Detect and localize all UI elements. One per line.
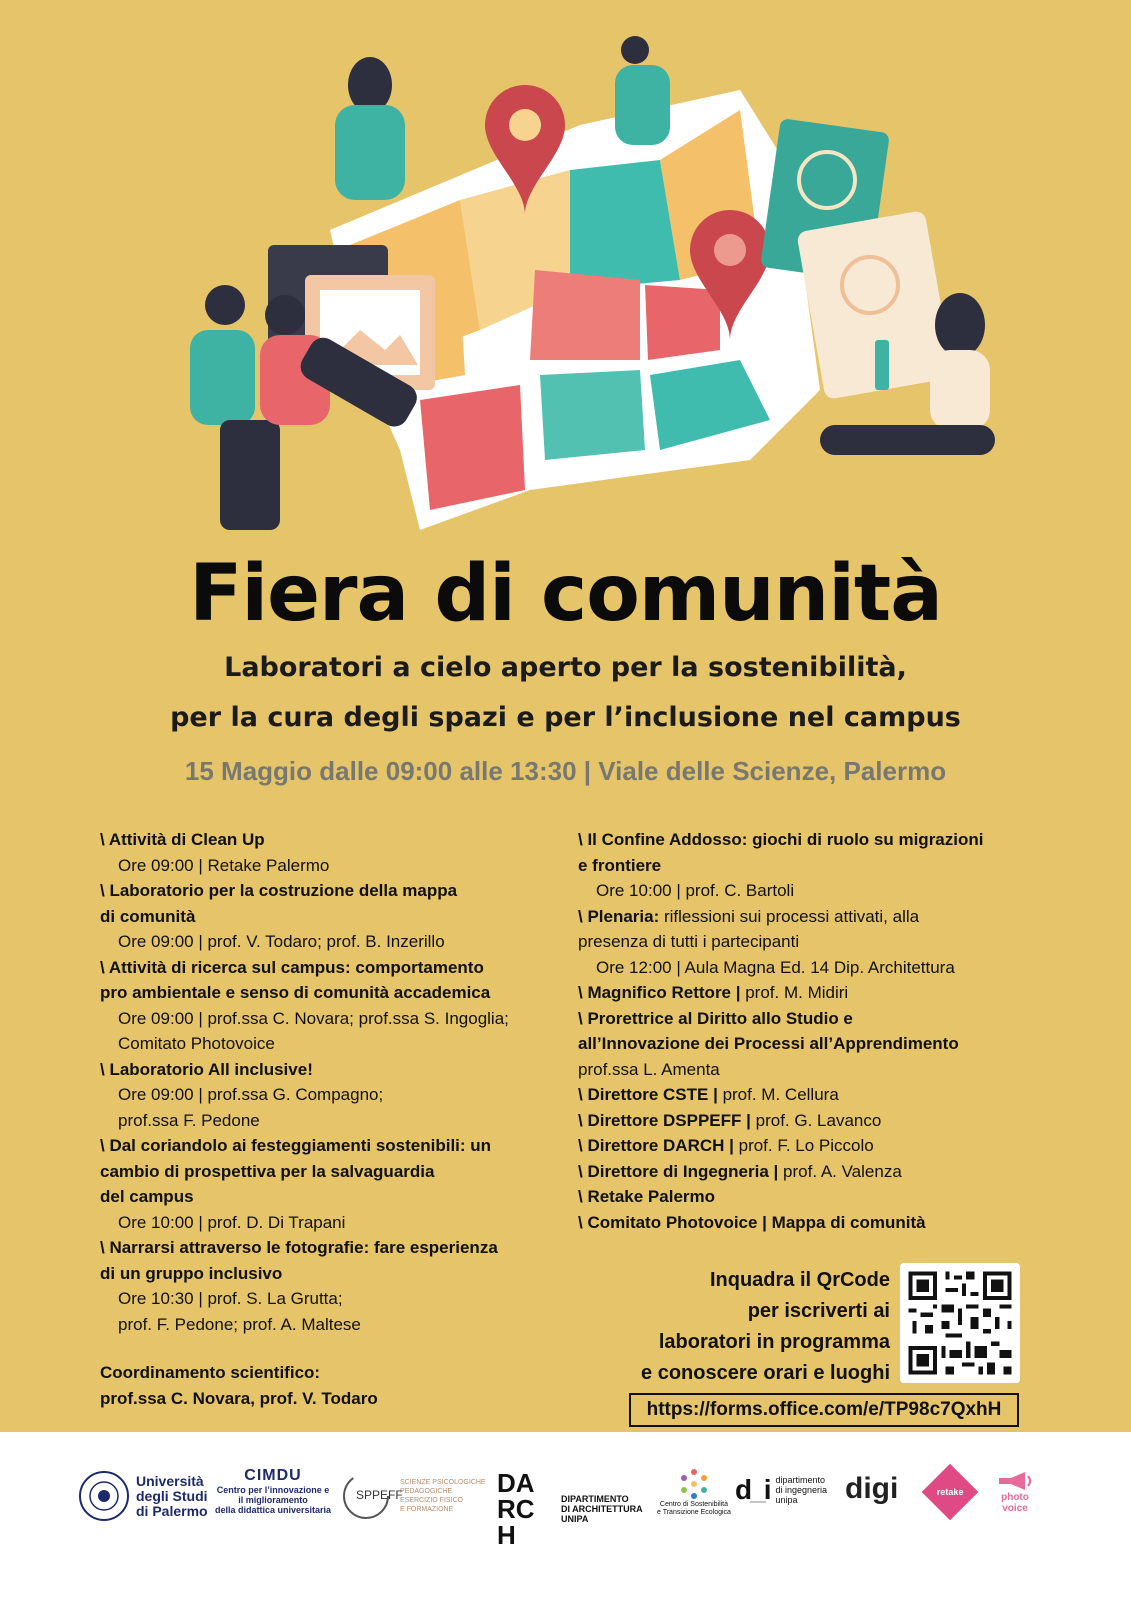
program-right-column [578, 827, 1028, 1235]
unipa-seal-icon [78, 1470, 130, 1522]
darch-text: UNIPA [561, 1514, 589, 1524]
cimdu-mark: CIMDU [244, 1467, 302, 1484]
program-item [100, 955, 550, 1057]
item-title: \ Direttore DSPPEFF | [578, 1110, 751, 1130]
item-title: di comunità [100, 906, 196, 926]
item-title: \ Plenaria: [578, 906, 660, 926]
item-detail: prof. G. Lavanco [750, 1110, 882, 1130]
item-title: \ Direttore CSTE | [578, 1085, 718, 1104]
item-title: all’Innovazione dei Processi all’Apprendimento [578, 1034, 959, 1053]
item-title: cambio di prospettiva per la salvaguardia [100, 1161, 435, 1181]
megaphone-icon [995, 1470, 1035, 1492]
item-title: \ Prorettrice al Diritto allo Studio e [578, 1008, 853, 1028]
plenaria-line [578, 904, 1028, 930]
person-top-center [615, 36, 670, 145]
qr-line: Inquadra il QrCode [709, 1269, 890, 1291]
item-detail: Ore 09:00 | prof.ssa C. Novara; prof.ssa S. Ingoglia; [118, 1008, 509, 1028]
item-detail: prof. A. Valenza [778, 1161, 902, 1181]
subtitle-line-2: per la cura degli spazi e per l’inclusione nel campus [170, 702, 961, 733]
photovoice-text: photo [1001, 1492, 1029, 1503]
cste-logo [657, 1467, 731, 1517]
item-detail: Ore 10:30 | prof. S. La Grutta; [118, 1289, 343, 1308]
ing-text: di ingegneria [775, 1485, 828, 1495]
retake-mark: retake [936, 1487, 964, 1497]
cimdu-logo [215, 1467, 331, 1515]
item-detail: Ore 10:00 | prof. C. Bartoli [596, 881, 795, 900]
darch-logo [497, 1470, 643, 1548]
qr-line: laboratori in programma [658, 1331, 890, 1353]
sppeff-logo [340, 1470, 486, 1522]
subtitle-line-1: Laboratori a cielo aperto per la sostenibilità, [224, 652, 907, 683]
digi-mark: digi [845, 1472, 899, 1505]
poster-title: Fiera di comunità [189, 549, 942, 639]
program-item [100, 1133, 550, 1235]
sppeff-mark: SPPEFF [356, 1488, 403, 1502]
item-title: \ Laboratorio per la costruzione della mappa [100, 881, 458, 900]
item-title: e frontiere [578, 855, 662, 875]
unipa-name: di Palermo [136, 1502, 208, 1519]
item-title: \ Direttore di Ingegneria | [578, 1161, 779, 1181]
unipa-name: degli Studi [136, 1487, 208, 1504]
qr-code[interactable] [900, 1263, 1020, 1383]
item-detail: prof.ssa L. Amenta [578, 1059, 720, 1079]
photovoice-logo [995, 1470, 1035, 1514]
cste-text: Centro di Sostenibilità [659, 1501, 729, 1508]
item-title: \ Retake Palermo [578, 1187, 716, 1206]
program-item [100, 1235, 550, 1337]
item-title: del campus [100, 1187, 194, 1206]
ing-text: unipa [775, 1495, 798, 1505]
guest-line [578, 980, 1028, 1006]
person-top-left [335, 57, 405, 200]
item-title: \ Magnifico Rettore | [578, 983, 741, 1002]
ingegneria-logo [735, 1474, 827, 1506]
retake-logo [930, 1472, 970, 1512]
ing-text: dipartimento [775, 1475, 825, 1485]
guest-line [578, 1108, 1028, 1134]
item-detail: Ore 09:00 | prof. V. Todaro; prof. B. Inzerillo [118, 932, 445, 951]
guest-line [578, 1159, 1028, 1185]
darch-mark: DARCH [497, 1468, 535, 1550]
scientific-coordination [100, 1360, 378, 1412]
item-detail: Comitato Photovoice [118, 1034, 275, 1053]
ingegneria-mark-icon: d_i [735, 1474, 770, 1505]
digi-logo [845, 1472, 898, 1506]
item-title: \ Attività di Clean Up [100, 830, 265, 849]
photovoice-text: voice [1002, 1503, 1028, 1514]
sppeff-text: SCIENZE PSICOLOGICHE [400, 1479, 486, 1486]
sppeff-text: PEDAGOGICHE [400, 1488, 453, 1495]
item-detail: riflessioni sui processi attivati, alla [659, 906, 920, 926]
coord-label: Coordinamento scientifico: [100, 1363, 321, 1382]
program-left-column [100, 827, 550, 1337]
guest-line [578, 1082, 1028, 1108]
item-title: \ Dal coriandolo ai festeggiamenti sostenibili: un [100, 1136, 492, 1155]
item-title: \ Il Confine Addosso: giochi di ruolo su migrazioni [578, 830, 984, 849]
item-title: \ Laboratorio All inclusive! [100, 1059, 313, 1079]
sppeff-text: E FORMAZIONE [400, 1506, 454, 1513]
program-item [100, 827, 550, 878]
cimdu-text: della didattica universitaria [215, 1505, 332, 1515]
cimdu-text: il miglioramento [238, 1495, 308, 1505]
item-detail: Ore 09:00 | Retake Palermo [118, 855, 330, 875]
program-item [100, 1057, 550, 1134]
item-detail: Ore 12:00 | Aula Magna Ed. 14 Dip. Architettura [596, 957, 955, 977]
qr-instructions [641, 1265, 890, 1389]
item-detail: Ore 10:00 | prof. D. Di Trapani [118, 1212, 346, 1232]
coord-names: prof.ssa C. Novara, prof. V. Todaro [100, 1389, 378, 1408]
qr-line: per iscriverti ai [747, 1300, 890, 1322]
sponsor-logos-footer [0, 1432, 1131, 1600]
item-title: \ Direttore DARCH | [578, 1136, 734, 1155]
event-date-location: 15 Maggio dalle 09:00 alle 13:30 | Viale delle Scienze, Palermo [184, 756, 947, 786]
darch-text: DI ARCHITETTURA [561, 1504, 643, 1514]
item-detail: prof. M. Cellura [717, 1085, 839, 1104]
registration-link[interactable]: https://forms.office.com/e/TP98c7QxhH [629, 1393, 1019, 1427]
cste-text: e Transizione Ecologica [657, 1509, 731, 1516]
item-title: \ Narrarsi attraverso le fotografie: fare esperienza [100, 1238, 498, 1257]
community-map-illustration [100, 30, 1030, 570]
item-detail: presenza di tutti i partecipanti [578, 932, 800, 951]
item-title: \ Comitato Photovoice | Mappa di comunità [578, 1212, 926, 1232]
unipa-name: Università [136, 1472, 204, 1489]
qr-line: e conoscere orari e luoghi [641, 1362, 890, 1384]
sppeff-text: ESERCIZIO FISICO [400, 1497, 464, 1504]
program-item [100, 878, 550, 955]
item-detail: Ore 09:00 | prof.ssa G. Compagno; [118, 1085, 384, 1104]
item-detail: prof. F. Lo Piccolo [733, 1136, 874, 1155]
guest-line [578, 1133, 1028, 1159]
cste-dots-icon [677, 1467, 711, 1501]
item-detail: prof.ssa F. Pedone [118, 1110, 260, 1130]
darch-text: DIPARTIMENTO [561, 1494, 629, 1504]
cimdu-text: Centro per l’innovazione e [216, 1485, 330, 1495]
item-title: \ Attività di ricerca sul campus: comportamento [100, 957, 484, 977]
item-title: pro ambientale e senso di comunità accademica [100, 983, 491, 1002]
item-detail: prof. M. Midiri [740, 983, 849, 1002]
item-detail: prof. F. Pedone; prof. A. Maltese [118, 1314, 361, 1334]
unipa-logo [78, 1470, 208, 1522]
item-title: di un gruppo inclusivo [100, 1263, 283, 1283]
